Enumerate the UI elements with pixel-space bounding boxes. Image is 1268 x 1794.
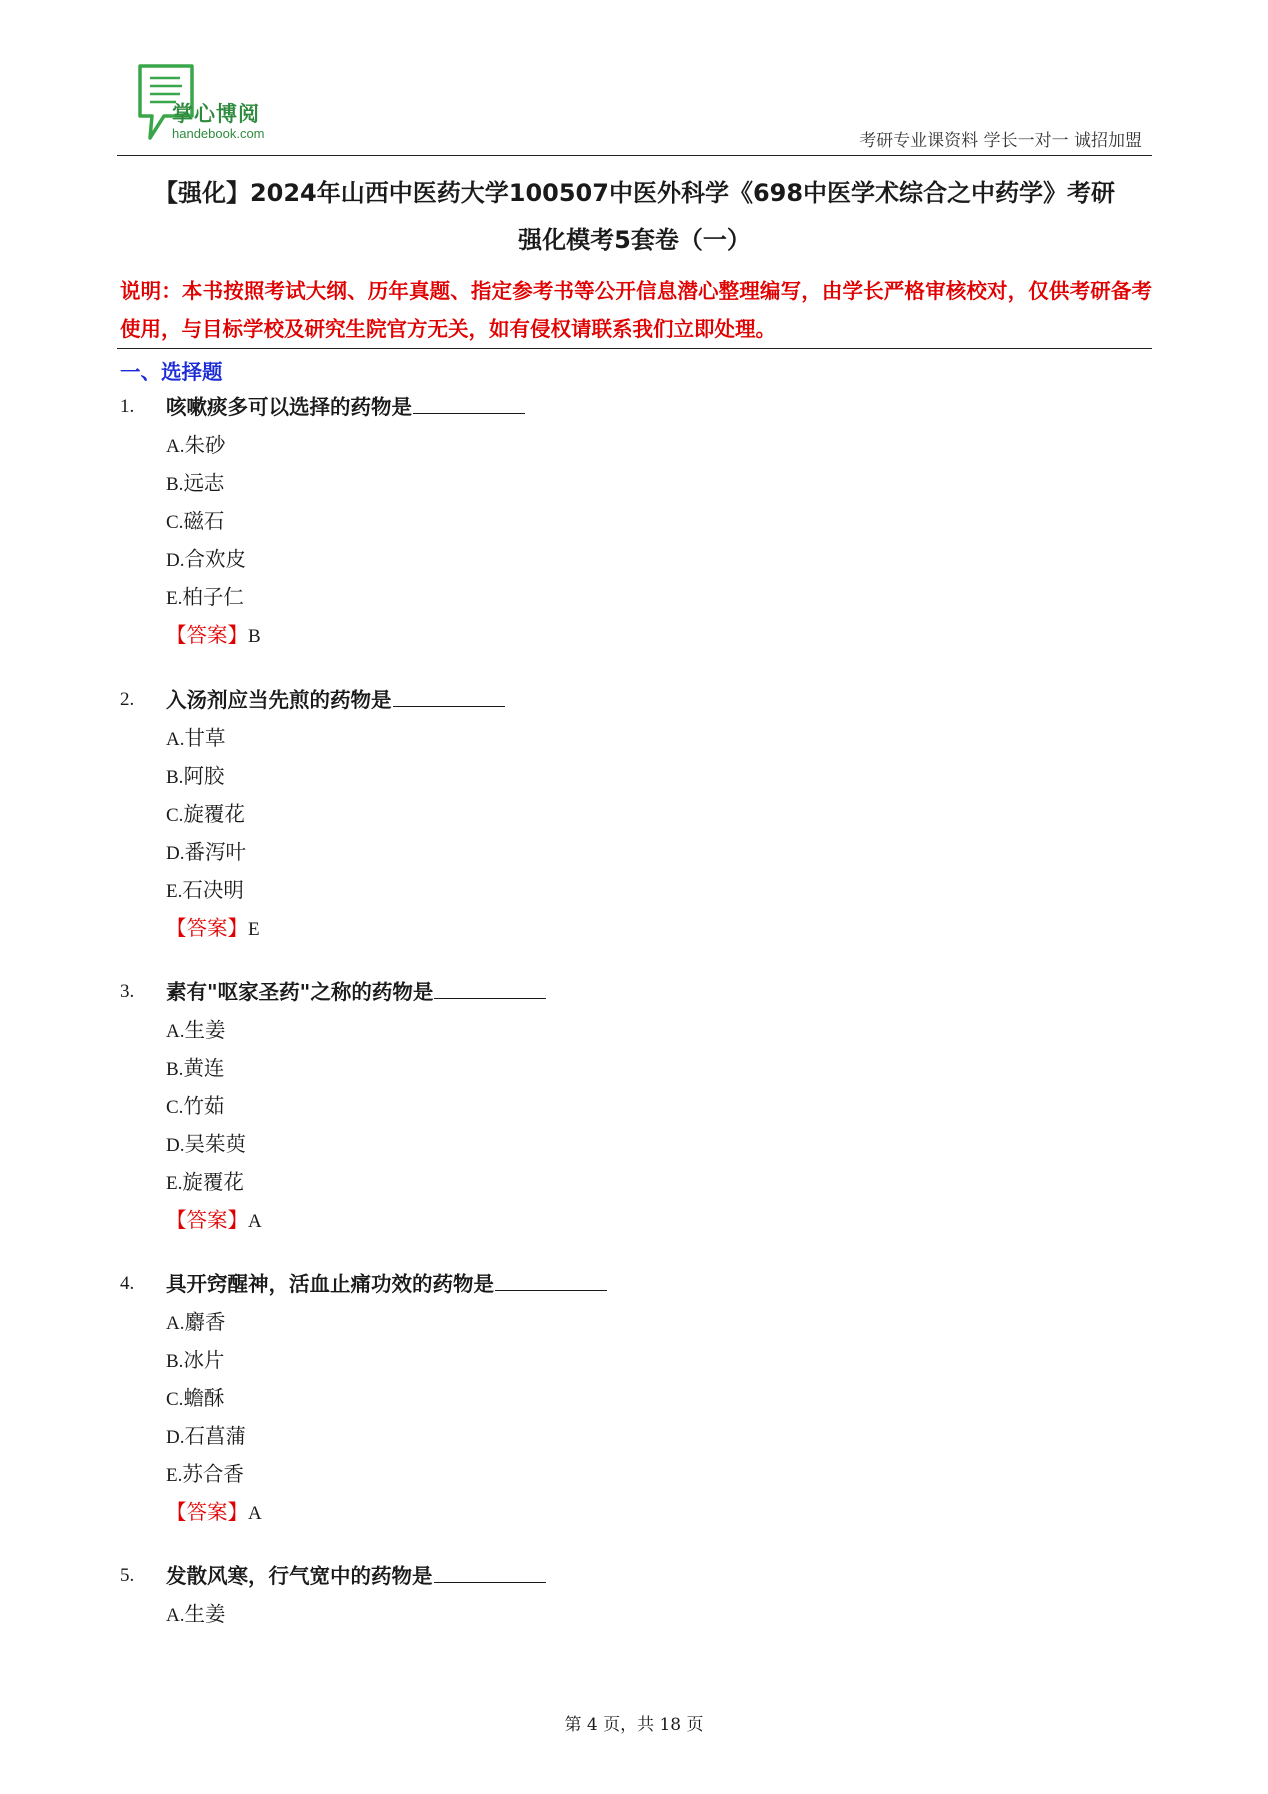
question-stem [166, 977, 546, 1007]
option-b [166, 1053, 224, 1085]
question-stem [166, 392, 525, 422]
question-text: 发散风寒，行气宽中的药物是 [166, 1564, 433, 1588]
option-c [166, 799, 245, 831]
option-letter: E. [166, 1465, 183, 1486]
section-heading: 一、选择题 [120, 360, 223, 384]
option-letter: D. [166, 550, 185, 571]
option-text: 苏合香 [182, 1462, 244, 1486]
question-number: 3. [120, 981, 135, 1002]
answer-label: 【答案】 [166, 916, 248, 940]
question-number: 5. [120, 1565, 135, 1586]
option-letter: B. [166, 1351, 184, 1372]
answer-line [166, 1497, 262, 1529]
answer-line [166, 913, 260, 945]
document-title [117, 170, 1152, 264]
option-d [166, 544, 246, 576]
question-number: 2. [120, 689, 135, 710]
option-letter: B. [166, 1059, 184, 1080]
answer-line [166, 1205, 262, 1237]
option-letter: D. [166, 843, 185, 864]
option-letter: A. [166, 729, 185, 750]
option-d [166, 837, 246, 869]
answer-value: B [248, 626, 261, 647]
option-letter: C. [166, 512, 184, 533]
header-tagline: 考研专业课资料 学长一对一 诚招加盟 [859, 131, 1142, 151]
question-number: 1. [120, 396, 135, 417]
option-letter: C. [166, 1097, 184, 1118]
option-letter: C. [166, 1389, 184, 1410]
answer-line [166, 620, 261, 652]
option-text: 旋覆花 [183, 802, 245, 826]
disclaimer-notice: 说明：本书按照考试大纲、历年真题、指定参考书等公开信息潜心整理编写，由学长严格审核校对，仅供考研备考使用，与目标学校及研究生院官方无关，如有侵权请联系我们立即处理。 [120, 279, 1152, 341]
option-text: 柏子仁 [182, 585, 244, 609]
option-text: 石决明 [182, 878, 244, 902]
answer-value: E [248, 919, 260, 940]
option-text: 蟾酥 [183, 1386, 225, 1410]
page-footer: 第 4 页，共 18 页 [564, 1715, 704, 1735]
option-letter: D. [166, 1135, 185, 1156]
option-letter: E. [166, 881, 183, 902]
option-b [166, 1345, 224, 1377]
notice-divider [117, 348, 1152, 349]
option-text: 甘草 [184, 726, 226, 750]
title-line-1: 【强化】2024年山西中医药大学100507中医外科学《698中医学术综合之中药学》考研 [153, 179, 1116, 207]
question-number: 4. [120, 1273, 135, 1294]
answer-blank [434, 978, 546, 999]
option-text: 阿胶 [183, 764, 225, 788]
option-text: 番泻叶 [184, 840, 246, 864]
option-text: 黄连 [183, 1056, 225, 1080]
option-d [166, 1421, 246, 1453]
logo [136, 62, 286, 146]
option-letter: A. [166, 1605, 185, 1626]
option-letter: D. [166, 1427, 185, 1448]
option-a [166, 430, 225, 462]
question-stem [166, 1561, 546, 1591]
option-text: 麝香 [184, 1310, 226, 1334]
answer-blank [413, 393, 525, 414]
option-letter: A. [166, 1021, 185, 1042]
option-a [166, 1015, 225, 1047]
option-d [166, 1129, 246, 1161]
option-text: 生姜 [184, 1602, 226, 1626]
option-letter: E. [166, 1173, 183, 1194]
option-b [166, 468, 224, 500]
question-text: 入汤剂应当先煎的药物是 [166, 688, 392, 712]
question-stem [166, 685, 505, 715]
option-letter: B. [166, 767, 184, 788]
option-a [166, 1599, 225, 1631]
answer-label: 【答案】 [166, 1208, 248, 1232]
option-a [166, 1307, 225, 1339]
option-letter: A. [166, 1313, 185, 1334]
option-text: 冰片 [183, 1348, 225, 1372]
option-text: 磁石 [183, 509, 225, 533]
option-e [166, 1459, 244, 1491]
question-text: 咳嗽痰多可以选择的药物是 [166, 395, 412, 419]
option-a [166, 723, 225, 755]
option-e [166, 875, 244, 907]
option-text: 竹茹 [183, 1094, 225, 1118]
logo-url: handebook.com [172, 126, 265, 141]
answer-label: 【答案】 [166, 623, 248, 647]
title-line-2: 强化模考5套卷（一） [518, 226, 751, 254]
answer-label: 【答案】 [166, 1500, 248, 1524]
question-stem [166, 1269, 607, 1299]
header-divider [117, 155, 1152, 156]
option-text: 旋覆花 [182, 1170, 244, 1194]
option-e [166, 1167, 244, 1199]
option-text: 远志 [183, 471, 225, 495]
option-text: 吴茱萸 [184, 1132, 246, 1156]
question-text: 素有"呕家圣药"之称的药物是 [166, 980, 434, 1004]
answer-blank [495, 1270, 607, 1291]
option-letter: B. [166, 474, 184, 495]
logo-text: 掌心博阅 [172, 102, 260, 126]
option-text: 合欢皮 [184, 547, 246, 571]
option-c [166, 506, 224, 538]
option-letter: E. [166, 588, 183, 609]
option-text: 朱砂 [184, 433, 226, 457]
answer-value: A [248, 1211, 262, 1232]
option-letter: C. [166, 805, 184, 826]
option-text: 生姜 [184, 1018, 226, 1042]
question-text: 具开窍醒神，活血止痛功效的药物是 [166, 1272, 494, 1296]
option-letter: A. [166, 436, 185, 457]
option-text: 石菖蒲 [184, 1424, 246, 1448]
option-b [166, 761, 224, 793]
answer-blank [434, 1562, 546, 1583]
option-c [166, 1383, 224, 1415]
option-c [166, 1091, 224, 1123]
answer-value: A [248, 1503, 262, 1524]
option-e [166, 582, 244, 614]
answer-blank [393, 686, 505, 707]
